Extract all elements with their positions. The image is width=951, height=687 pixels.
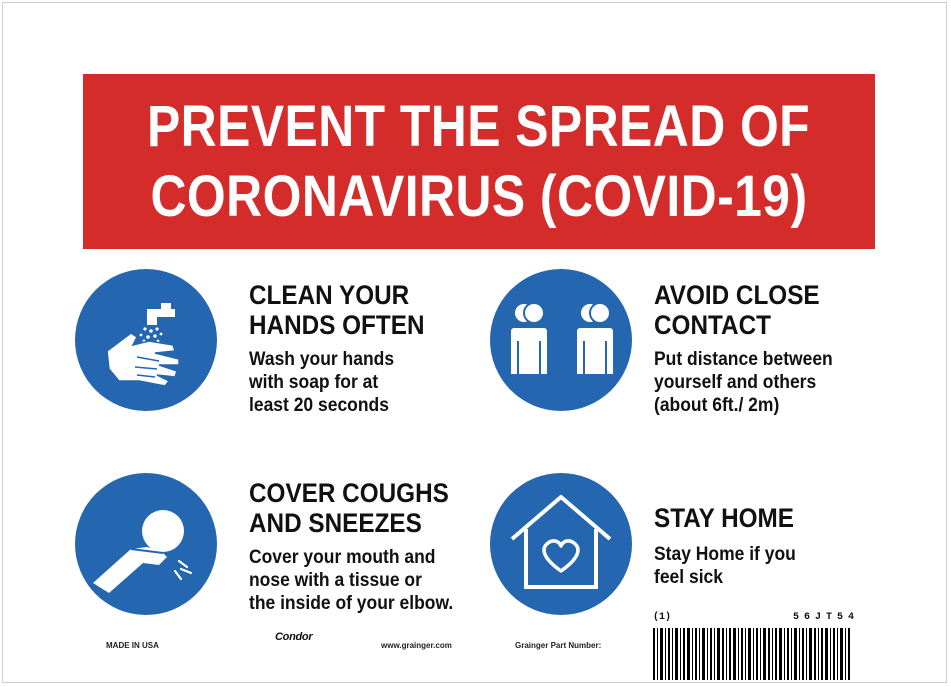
website-label: www.grainger.com	[381, 641, 452, 650]
panel-4-heading: STAY HOME	[654, 503, 794, 533]
title-line-1: PREVENT THE SPREAD OF	[147, 93, 811, 159]
part-number-code: 56JT54	[793, 612, 860, 623]
panel-4-body: Stay Home if you feel sick	[654, 544, 796, 588]
title-banner	[83, 74, 875, 249]
panel-3-body: Cover your mouth and nose with a tissue or the inside of your elbow.	[249, 547, 454, 614]
panel-2-heading: AVOID CLOSE CONTACT	[654, 280, 820, 340]
hand-washing-icon	[75, 269, 217, 411]
panel-2-body: Put distance between yourself and others (about 6ft./ 2m)	[654, 349, 833, 416]
title-line-2: CORONAVIRUS (COVID-19)	[150, 163, 808, 229]
panel-1-heading: CLEAN YOUR HANDS OFTEN	[249, 280, 425, 340]
barcode	[653, 628, 863, 680]
condor-logo: Condor	[275, 631, 313, 643]
panel-1-body: Wash your hands with soap for at least 20 seconds	[249, 349, 395, 416]
panel-3-heading: COVER COUGHS AND SNEEZES	[249, 478, 449, 538]
part-number-label: Grainger Part Number:	[515, 641, 602, 650]
sneeze-into-elbow-icon	[75, 473, 217, 615]
made-in-label: MADE IN USA	[106, 641, 159, 650]
quantity-code: (1)	[653, 612, 672, 623]
safety-sign	[2, 2, 947, 683]
two-people-icon	[490, 269, 632, 411]
house-heart-icon	[490, 473, 632, 615]
